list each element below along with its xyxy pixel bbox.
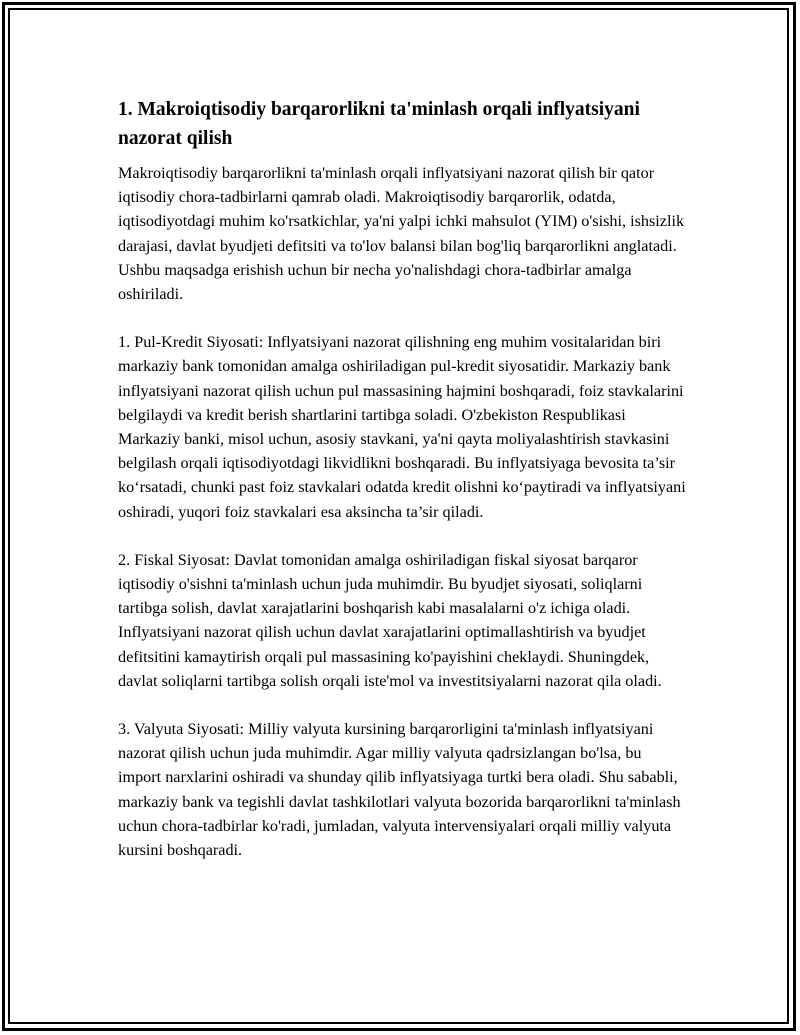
- intro-paragraph: Makroiqtisodiy barqarorlikni ta'minlash orqali inflyatsiyani nazorat qilish bir qator iqtisodiy chora-tadbirlarni qamrab oladi. Makroiqtisodiy barqarorlik, odatda, iqtisodiyotdagi muhim ko'rsatkichlar, ya'ni yalpi ichki mahsulot (YIM) o'sishi, ishsizlik darajasi, davlat byudjeti defitsiti va to'lov balansi bilan bog'liq barqarorlikni anglatadi. Ushbu maqsadga erishish uchun bir necha yo'nalishdagi chora-tadbirlar amalga oshiriladi.: [118, 164, 685, 304]
- monetary-policy-paragraph: 1. Pul-Kredit Siyosati: Inflyatsiyani nazorat qilishning eng muhim vositalaridan biri markaziy bank tomonidan amalga oshiriladigan pul-kredit siyosatidir. Markaziy bank inflyatsiyani nazorat qilish uchun pul massasining hajmini boshqaradi, foiz stavkalarini belgilaydi va kredit berish shartlarini tartibga soladi. O'zbekiston Respublikasi Markaziy banki, misol uchun, asosiy stavkani, ya'ni qayta moliyalashtirish stavkasini belgilash orqali iqtisodiyotdagi likvidlikni boshqaradi. Bu inflyatsiyaga bevosita ta’sir ko‘rsatadi, chunki past foiz stavkalari odatda kredit olishni ko‘paytiradi va inflyatsiyani oshiradi, yuqori foiz stavkalari esa aksincha ta’sir qiladi.: [118, 333, 686, 521]
- section-heading: 1. Makroiqtisodiy barqarorlikni ta'minlash orqali inflyatsiyani nazorat qilish: [118, 99, 640, 149]
- fiscal-policy-paragraph: 2. Fiskal Siyosat: Davlat tomonidan amalga oshiriladigan fiskal siyosat barqaror iqtisodiy o'sishni ta'minlash uchun juda muhimdir. Bu byudjet siyosati, soliqlarni tartibga solish, davlat xarajatlarini boshqarish kabi masalalarni o'z ichiga oladi. Inflyatsiyani nazorat qilish uchun davlat xarajatlarini optimallashtirish va byudjet defitsitini kamaytirish orqali pul massasining ko'payishini cheklaydi. Shuningdek, davlat soliqlarni tartibga solish orqali iste'mol va investitsiyalarni nazorat qila oladi.: [118, 550, 662, 690]
- currency-policy-paragraph: 3. Valyuta Siyosati: Milliy valyuta kursining barqarorligini ta'minlash inflyatsiyani nazorat qilish uchun juda muhimdir. Agar milliy valyuta qadrsizlangan bo'lsa, bu import narxlarini oshiradi va shunday qilib inflyatsiyaga turtki bera oladi. Shu sababli, markaziy bank va tegishli davlat tashkilotlari valyuta bozorida barqarorlikni ta'minlash uchun chora-tadbirlar ko'radi, jumladan, valyuta intervensiyalari orqali milliy valyuta kursini boshqaradi.: [118, 720, 681, 860]
- document-body: [118, 95, 688, 886]
